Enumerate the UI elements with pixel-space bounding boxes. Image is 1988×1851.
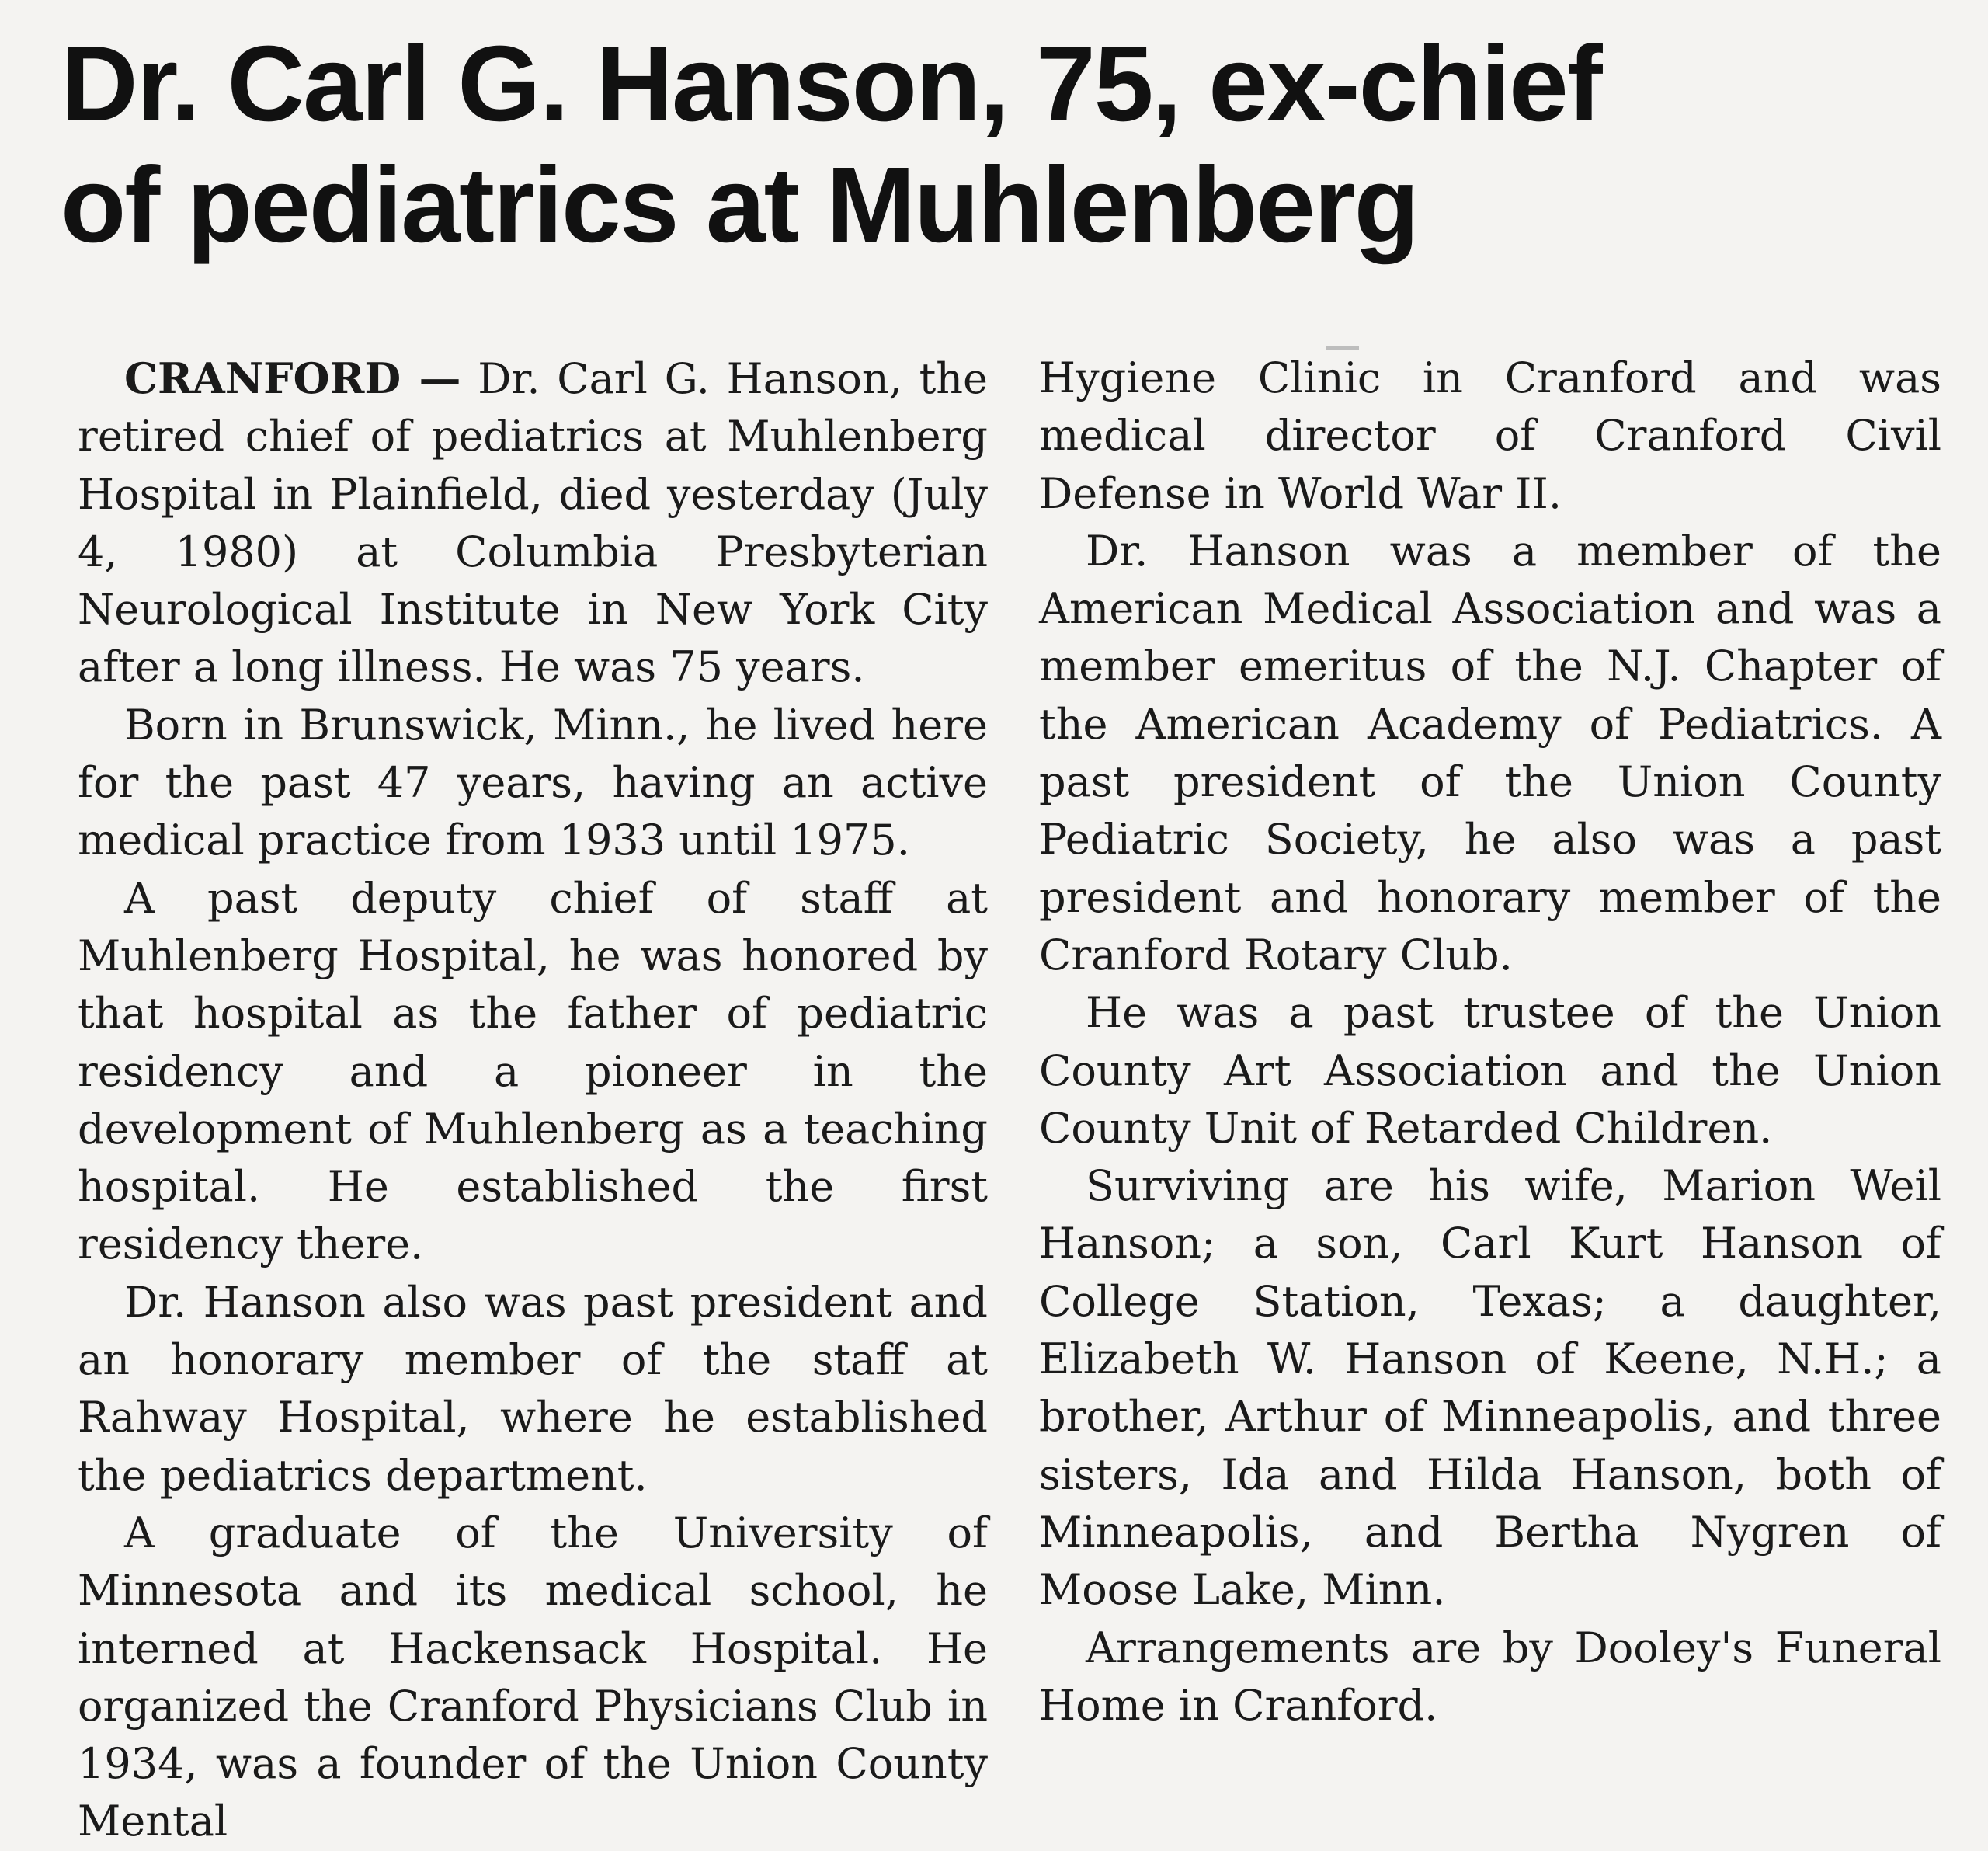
paragraph-text: Dr. Carl G. Hanson, the retired chief of pediatrics at Muhlenberg Hospital in Plainfield, died yesterday (July 4, 1980) at Columbia Presbyterian Neurological Institute in New York City after a long illness. He was 75 years. — [78, 354, 988, 692]
article-paragraph — [78, 350, 988, 697]
article-paragraph: A graduate of the University of Minnesota and its medical school, he interned at Hackensack Hospital. He organized the Cranford Physicians Club in 1934, was a founder of the Union County Mental — [78, 1508, 988, 1846]
article-paragraph: Dr. Hanson also was past president and an honorary member of the staff at Rahway Hospital, where he established the pediatrics department. — [78, 1277, 988, 1500]
article-paragraph: A past deputy chief of staff at Muhlenberg Hospital, he was honored by that hospital as the father of pediatric residency and a pioneer in the development of Muhlenberg as a teaching hospital. He established the first residency there. — [78, 873, 988, 1269]
article-paragraph: Dr. Hanson was a member of the American Medical Association and was a member emeritus of the N.J. Chapter of the American Academy of Pediatrics. A past president of the Union County Pediatric Society, he also was a past president and honorary member of the Cranford Rotary Club. — [1039, 526, 1941, 979]
headline-line-1: Dr. Carl G. Hanson, 75, ex-chief — [61, 24, 1601, 144]
article-paragraph: Hygiene Clinic in Cranford and was medical director of Cranford Civil Defense in World War II. — [1039, 353, 1941, 518]
article-paragraph: Surviving are his wife, Marion Weil Hanson; a son, Carl Kurt Hanson of College Station, Texas; a daughter, Elizabeth W. Hanson of Keene, N.H.; a brother, Arthur of Minneapolis, and three sisters, Ida and Hilda Hanson, both of Minneapolis, and Bertha Nygren of Moose Lake, Minn. — [1039, 1161, 1941, 1615]
article-paragraph: Arrangements are by Dooley's Funeral Home in Cranford. — [1039, 1623, 1941, 1730]
article-paragraph: He was a past trustee of the Union County Art Association and the Union County Unit of Retarded Children. — [1039, 988, 1941, 1153]
dateline: CRANFORD — — [124, 353, 461, 403]
article-column-right — [1039, 350, 1941, 1734]
article-column-left — [78, 350, 988, 1851]
headline — [61, 23, 1955, 266]
headline-line-2: of pediatrics at Muhlenberg — [61, 145, 1418, 265]
article-paragraph: Born in Brunswick, Minn., he lived here for the past 47 years, having an active medical practice from 1933 until 1975. — [78, 700, 988, 865]
